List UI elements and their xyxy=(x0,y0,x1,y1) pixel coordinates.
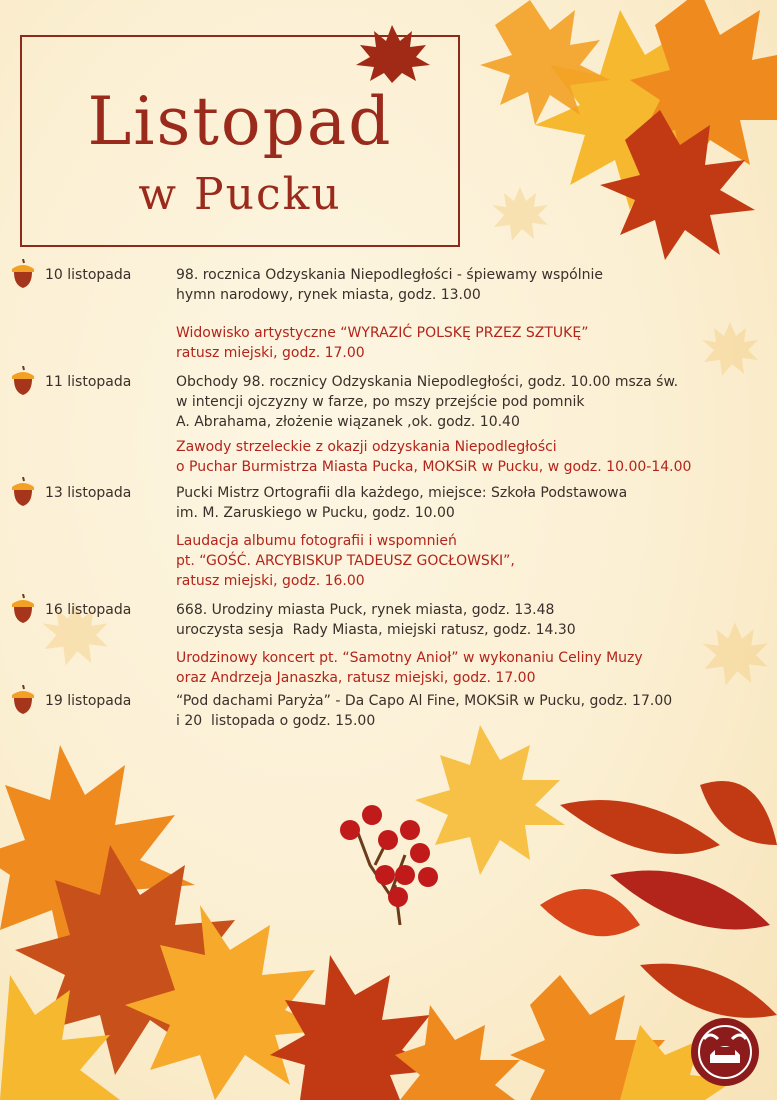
event-description-line: Urodzinowy koncert pt. “Samotny Anioł” w wykonaniu Celiny Muzy xyxy=(176,650,643,666)
event-description-line: 98. rocznica Odzyskania Niepodległości - śpiewamy wspólnie xyxy=(176,267,603,283)
town-seal-icon xyxy=(690,1017,760,1087)
acorn-icon xyxy=(10,259,36,289)
event-description-line: pt. “GOŚĆ. ARCYBISKUP TADEUSZ GOCŁOWSKI”, xyxy=(176,553,515,569)
berries-icon xyxy=(340,805,438,925)
event-description-line: o Puchar Burmistrza Miasta Pucka, MOKSiR w Pucku, w godz. 10.00-14.00 xyxy=(176,459,692,475)
event-description-line: “Pod dachami Paryża” - Da Capo Al Fine, MOKSiR w Pucku, godz. 17.00 xyxy=(176,693,673,709)
maple-leaf-icon xyxy=(352,23,432,83)
acorn-icon xyxy=(10,685,36,715)
acorn-icon xyxy=(10,594,36,624)
event-description-line: oraz Andrzeja Janaszka, ratusz miejski, godz. 17.00 xyxy=(176,670,536,686)
event-description-line: uroczysta sesja Rady Miasta, miejski ratusz, godz. 14.30 xyxy=(176,622,576,638)
event-description-line: 668. Urodziny miasta Puck, rynek miasta, godz. 13.48 xyxy=(176,602,555,618)
event-description-line: Pucki Mistrz Ortografii dla każdego, miejsce: Szkoła Podstawowa xyxy=(176,485,628,501)
event-description-line: Obchody 98. rocznicy Odzyskania Niepodległości, godz. 10.00 msza św. xyxy=(176,374,679,390)
event-description-line: im. M. Zaruskiego w Pucku, godz. 10.00 xyxy=(176,505,455,521)
event-description-line: Laudacja albumu fotografii i wspomnień xyxy=(176,533,457,549)
event-description-line: i 20 listopada o godz. 15.00 xyxy=(176,713,376,729)
faint-leaf-icon xyxy=(700,620,770,690)
event-description-line: ratusz miejski, godz. 17.00 xyxy=(176,345,365,361)
event-date: 16 listopada xyxy=(45,602,132,618)
faint-leaf-icon xyxy=(490,185,550,245)
event-description-line: Zawody strzeleckie z okazji odzyskania Niepodległości xyxy=(176,439,557,455)
title-frame xyxy=(20,35,460,247)
event-date: 10 listopada xyxy=(45,267,132,283)
acorn-icon xyxy=(10,477,36,507)
event-description-line: ratusz miejski, godz. 16.00 xyxy=(176,573,365,589)
event-date: 13 listopada xyxy=(45,485,132,501)
acorn-icon xyxy=(10,366,36,396)
faint-leaf-icon xyxy=(700,320,760,380)
event-description-line: w intencji ojczyzny w farze, po mszy przejście pod pomnik xyxy=(176,394,585,410)
event-date: 19 listopada xyxy=(45,693,132,709)
event-description-line: Widowisko artystyczne “WYRAZIĆ POLSKĘ PRZEZ SZTUKĘ” xyxy=(176,325,589,341)
title-sub: w Pucku xyxy=(138,169,342,220)
title-main: Listopad xyxy=(87,83,393,160)
event-description-line: hymn narodowy, rynek miasta, godz. 13.00 xyxy=(176,287,481,303)
event-date: 11 listopada xyxy=(45,374,132,390)
bottom-leaves xyxy=(0,725,777,1100)
event-description-line: A. Abrahama, złożenie wiązanek ,ok. godz. 10.40 xyxy=(176,414,520,430)
